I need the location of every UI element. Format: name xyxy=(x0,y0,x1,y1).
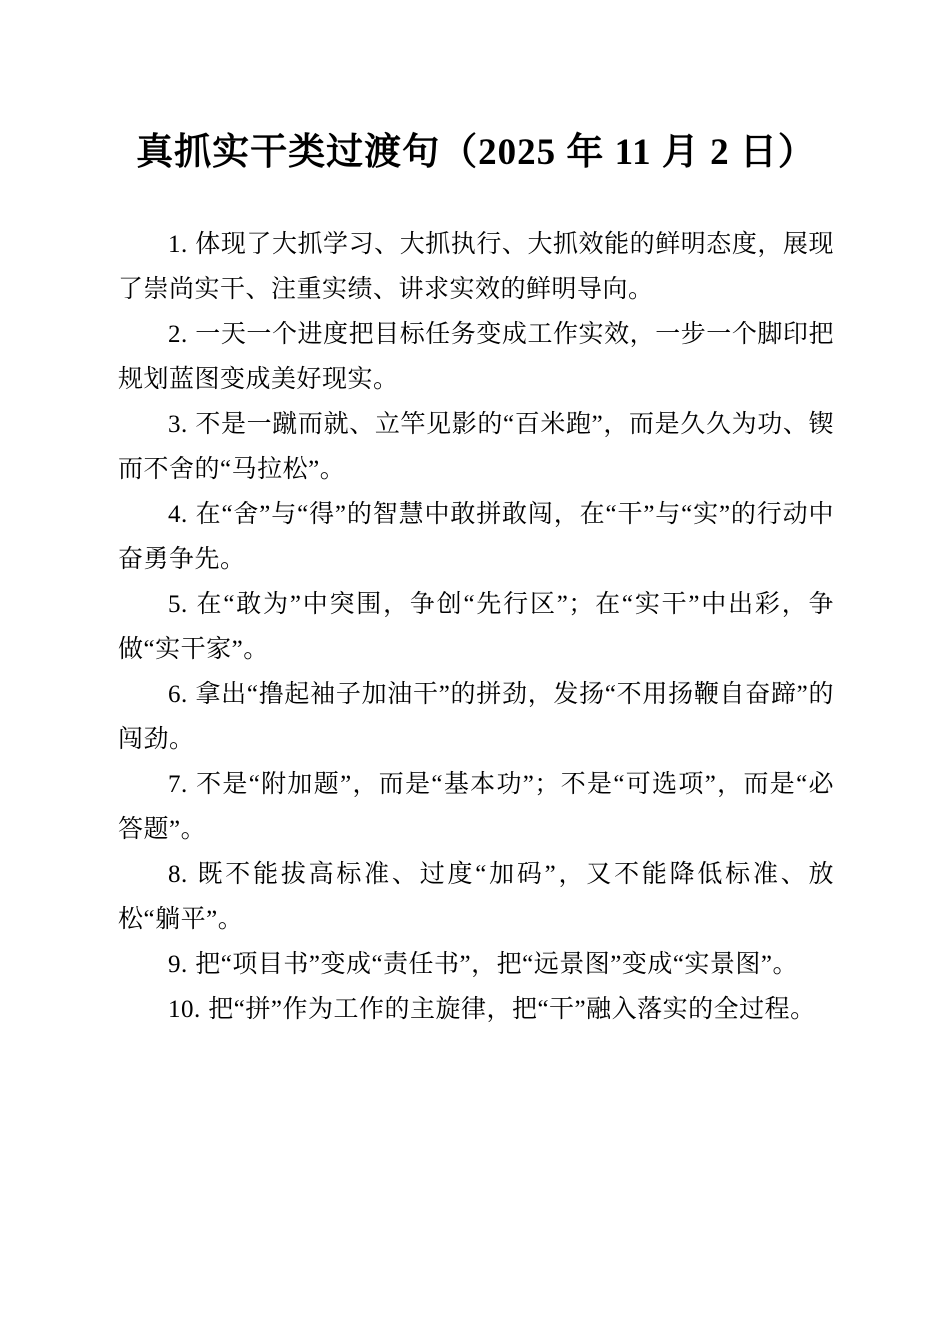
item-text: 一天一个进度把目标任务变成工作实效，一步一个脚印把规划蓝图变成美好现实。 xyxy=(118,320,834,393)
item-text: 把“拼”作为工作的主旋律，把“干”融入落实的全过程。 xyxy=(208,995,816,1023)
transition-sentence-item xyxy=(118,762,834,852)
document-body xyxy=(118,222,834,1032)
transition-sentence-item xyxy=(118,402,834,492)
item-number: 4. xyxy=(168,500,188,528)
document-title: 真抓实干类过渡句（2025 年 11 月 2 日） xyxy=(136,132,816,173)
transition-sentence-item xyxy=(118,312,834,402)
item-number: 8. xyxy=(168,860,188,888)
item-number: 10. xyxy=(168,995,201,1023)
item-text: 不是“附加题”，而是“基本功”；不是“可选项”，而是“必答题”。 xyxy=(118,770,834,843)
item-number: 2. xyxy=(168,320,188,348)
item-number: 6. xyxy=(168,680,188,708)
item-text: 既不能拔高标准、过度“加码”，又不能降低标准、放松“躺平”。 xyxy=(118,860,834,933)
item-number: 3. xyxy=(168,410,188,438)
transition-sentence-item xyxy=(118,582,834,672)
item-text: 在“敢为”中突围，争创“先行区”；在“实干”中出彩，争做“实干家”。 xyxy=(118,590,834,663)
item-text: 体现了大抓学习、大抓执行、大抓效能的鲜明态度，展现了崇尚实干、注重实绩、讲求实效的鲜明导向。 xyxy=(118,230,834,303)
item-number: 5. xyxy=(168,590,188,618)
transition-sentence-item xyxy=(118,942,834,987)
item-text: 拿出“撸起袖子加油干”的拼劲，发扬“不用扬鞭自奋蹄”的闯劲。 xyxy=(118,680,834,753)
item-text: 把“项目书”变成“责任书”，把“远景图”变成“实景图”。 xyxy=(195,950,799,978)
transition-sentence-item xyxy=(118,672,834,762)
transition-sentence-item xyxy=(118,222,834,312)
item-number: 9. xyxy=(168,950,188,978)
item-number: 1. xyxy=(168,230,188,258)
transition-sentence-item xyxy=(118,987,834,1032)
item-text: 不是一蹴而就、立竿见影的“百米跑”，而是久久为功、锲而不舍的“马拉松”。 xyxy=(118,410,834,483)
transition-sentence-item xyxy=(118,492,834,582)
item-text: 在“舍”与“得”的智慧中敢拼敢闯，在“干”与“实”的行动中奋勇争先。 xyxy=(118,500,834,573)
transition-sentence-item xyxy=(118,852,834,942)
item-number: 7. xyxy=(168,770,188,798)
